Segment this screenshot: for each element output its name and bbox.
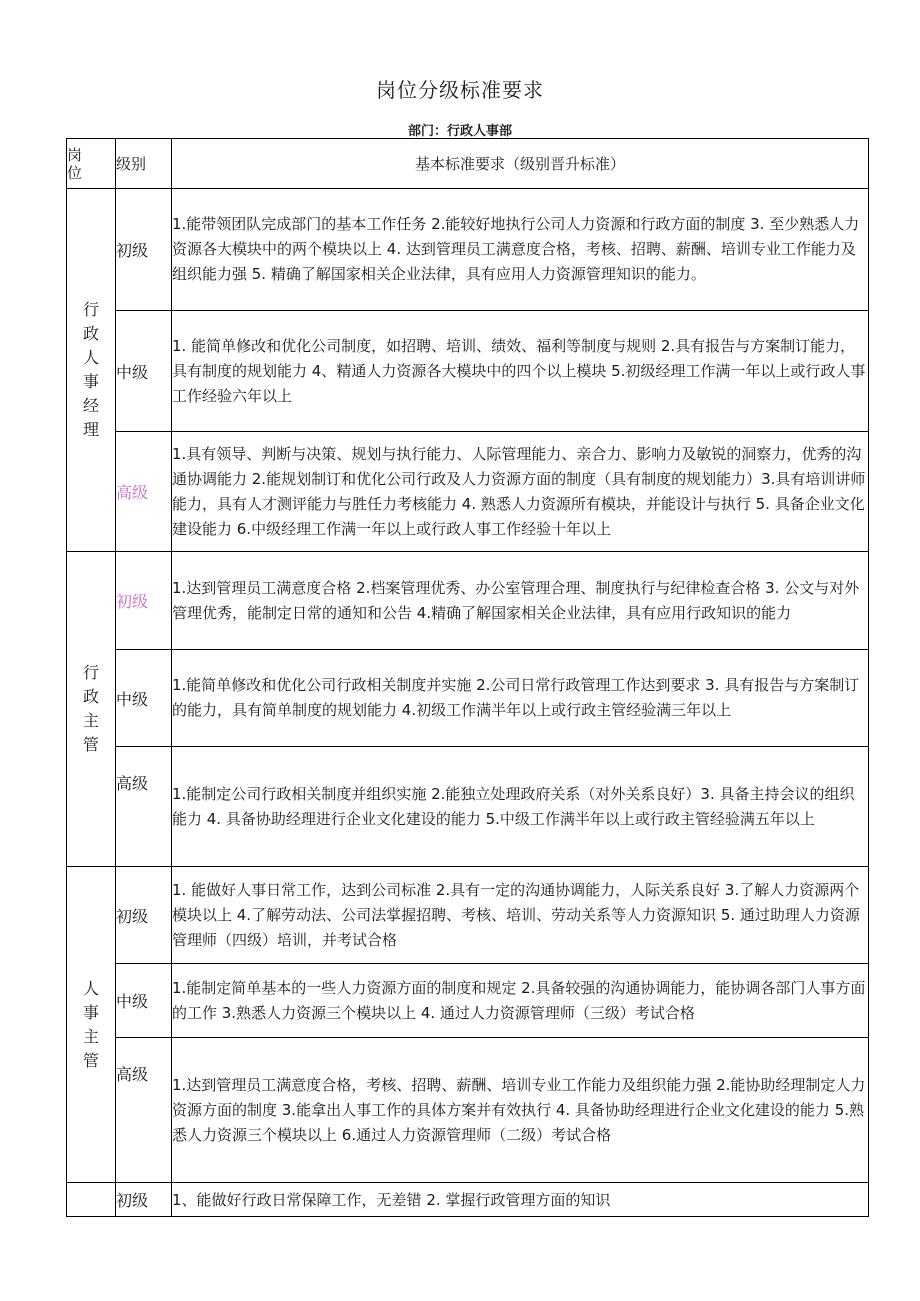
level-cell: 高级 — [116, 432, 172, 552]
table-row — [67, 1038, 869, 1183]
page-title: 岗位分级标准要求 — [376, 78, 544, 102]
requirement-cell: 1. 能做好人事日常工作，达到公司标准 2.具有一定的沟通协调能力，人际关系良好 3.了解人力资源两个模块以上 4.了解劳动法、公司法掌握招聘、考核、培训、劳动关系等人力资源知识 5. 通过助理人力资源管理师（四级）培训，并考试合格 — [172, 867, 869, 964]
level-cell: 初级 — [116, 552, 172, 650]
department-label: 部门：行政人事部 — [407, 124, 512, 139]
table-row — [67, 747, 869, 867]
position-label: 行政主管 — [82, 663, 99, 754]
requirement-cell: 1. 能简单修改和优化公司制度，如招聘、培训、绩效、福利等制度与规则 2.具有报告与方案制订能力，具有制度的规划能力 4、精通人力资源各大模块中的四个以上模块 5.初级经理工作满一年以上或行政人事工作经验六年以上 — [172, 311, 869, 432]
position-cell — [67, 189, 116, 552]
requirement-cell: 1.达到管理员工满意度合格，考核、招聘、薪酬、培训专业工作能力及组织能力强 2.能协助经理制定人力资源方面的制度 3.能拿出人事工作的具体方案并有效执行 4. 具备协助经理进行企业文化建设的能力 5.熟悉人力资源三个模块以上 6.通过人力资源管理师（二级）考试合格 — [172, 1038, 869, 1183]
position-label: 行政人事经理 — [82, 300, 99, 439]
level-cell: 高级 — [116, 747, 172, 867]
requirement-cell: 1.能制定简单基本的一些人力资源方面的制度和规定 2.具备较强的沟通协调能力，能协调各部门人事方面的工作 3.熟悉人力资源三个模块以上 4. 通过人力资源管理师（三级）考试合格 — [172, 964, 869, 1038]
requirement-cell: 1.达到管理员工满意度合格 2.档案管理优秀、办公室管理合理、制度执行与纪律检查合格 3. 公文与对外管理优秀，能制定日常的通知和公告 4.精确了解国家相关企业法律，具有应用行政知识的能力 — [172, 552, 869, 650]
requirement-cell: 1、能做好行政日常保障工作，无差错 2. 掌握行政管理方面的知识 — [172, 1183, 869, 1217]
table-row — [67, 964, 869, 1038]
header-position: 岗位 — [67, 139, 116, 189]
header-level: 级别 — [116, 139, 172, 189]
table-row — [67, 1183, 869, 1217]
table-row — [67, 867, 869, 964]
requirement-cell: 1.具有领导、判断与决策、规划与执行能力、人际管理能力、亲合力、影响力及敏锐的洞察力，优秀的沟通协调能力 2.能规划制订和优化公司行政及人力资源方面的制度（具有制度的规划能力）3.具有培训讲师能力，具有人才测评能力与胜任力考核能力 4. 熟悉人力资源所有模块，并能设计与执行 5. 具备企业文化建设能力 6.中级经理工作满一年以上或行政人事工作经验十年以上 — [172, 432, 869, 552]
level-cell: 中级 — [116, 964, 172, 1038]
table-row — [67, 432, 869, 552]
level-cell: 中级 — [116, 650, 172, 747]
level-cell: 初级 — [116, 1183, 172, 1217]
level-cell: 高级 — [116, 1038, 172, 1183]
header-requirement: 基本标准要求（级别晋升标准） — [172, 139, 869, 189]
table-row — [67, 189, 869, 311]
level-cell: 中级 — [116, 311, 172, 432]
requirement-cell: 1.能简单修改和优化公司行政相关制度并实施 2.公司日常行政管理工作达到要求 3. 具有报告与方案制订的能力，具有简单制度的规划能力 4.初级工作满半年以上或行政主管经验满三年以上 — [172, 650, 869, 747]
table-row — [67, 650, 869, 747]
position-cell — [67, 867, 116, 1183]
table-row — [67, 311, 869, 432]
level-cell: 初级 — [116, 867, 172, 964]
table-row — [67, 552, 869, 650]
position-cell — [67, 1183, 116, 1217]
requirement-cell: 1.能制定公司行政相关制度并组织实施 2.能独立处理政府关系（对外关系良好）3. 具备主持会议的组织能力 4. 具备协助经理进行企业文化建设的能力 5.中级工作满半年以上或行政主管经验满五年以上 — [172, 747, 869, 867]
position-label: 人事主管 — [82, 978, 99, 1070]
header-row — [67, 139, 869, 189]
level-cell: 初级 — [116, 189, 172, 311]
requirement-cell: 1.能带领团队完成部门的基本工作任务 2.能较好地执行公司人力资源和行政方面的制度 3. 至少熟悉人力资源各大模块中的两个模块以上 4. 达到管理员工满意度合格，考核、招聘、薪酬、培训专业工作能力及组织能力强 5. 精确了解国家相关企业法律，具有应用人力资源管理知识的能力。 — [172, 189, 869, 311]
grading-table — [66, 138, 869, 1217]
position-cell — [67, 552, 116, 867]
